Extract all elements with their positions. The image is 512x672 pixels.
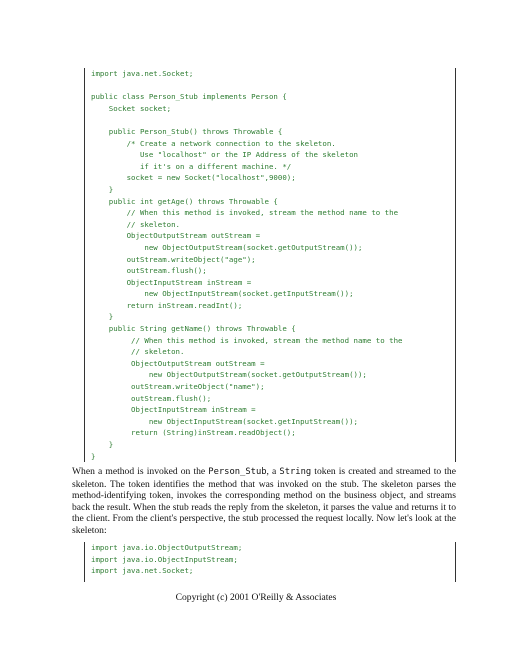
code-line: outStream.writeObject("age"); bbox=[91, 254, 256, 264]
code-line bbox=[91, 80, 455, 92]
code-line: } bbox=[91, 451, 96, 461]
code-listing-skeleton bbox=[84, 542, 456, 582]
paragraph-text: When a method is invoked on the bbox=[72, 466, 209, 477]
code-line: // skeleton. bbox=[91, 347, 185, 357]
code-line: // skeleton. bbox=[91, 219, 180, 229]
code-line: ObjectInputStream inStream = bbox=[91, 405, 256, 415]
code-line: import java.io.ObjectOutputStream; bbox=[91, 543, 243, 552]
code-line: ObjectInputStream inStream = bbox=[91, 277, 252, 287]
code-line: ObjectOutputStream outStream = bbox=[91, 358, 265, 368]
code-line: import java.net.Socket; bbox=[91, 69, 194, 78]
code-line: // When this method is invoked, stream the method name to the bbox=[91, 335, 403, 345]
code-line: ObjectOutputStream outStream = bbox=[91, 231, 261, 241]
code-line: Use "localhost" or the IP Address of the skeleton bbox=[91, 150, 358, 160]
code-line: outStream.flush(); bbox=[91, 266, 207, 276]
code-line: public String getName() throws Throwable { bbox=[91, 324, 296, 334]
code-line: socket = new Socket("localhost",9000); bbox=[91, 173, 296, 183]
code-listing-stub bbox=[84, 68, 456, 462]
code-line: /* Create a network connection to the skeleton. bbox=[91, 138, 336, 148]
code-line: // When this method is invoked, stream the method name to the bbox=[91, 208, 399, 218]
code-line: return inStream.readInt(); bbox=[91, 300, 243, 310]
code-line: new ObjectOutputStream(socket.getOutputStream()); bbox=[91, 242, 363, 252]
body-paragraph bbox=[72, 466, 456, 537]
code-line: public class Person_Stub implements Person { bbox=[91, 92, 287, 102]
paragraph-text: , a bbox=[266, 466, 280, 477]
code-line: public Person_Stub() throws Throwable { bbox=[91, 126, 283, 136]
paragraph-text: token is created and streamed to the skeleton. The token identifies the method that was invoked on the stub. The skeleton parses the method-identifying token, invokes the corresponding method on the business object, and streams back the result. When the stub reads the reply from the skeleton, it parses the value and returns it to the client. From the client's perspective, the stub processed the request locally. Now let's look at the skeleton: bbox=[72, 466, 456, 536]
code-line: return (String)inStream.readObject(); bbox=[91, 428, 296, 438]
code-line: public int getAge() throws Throwable { bbox=[91, 196, 278, 206]
code-line: outStream.flush(); bbox=[91, 393, 212, 403]
code-line: } bbox=[91, 440, 114, 449]
inline-code: Person_Stub bbox=[208, 467, 267, 477]
code-line: new ObjectOutputStream(socket.getOutputStream()); bbox=[91, 370, 367, 380]
code-line: import java.net.Socket; bbox=[91, 566, 194, 576]
code-line: Socket socket; bbox=[91, 103, 172, 113]
inline-code: String bbox=[279, 467, 312, 477]
code-line: } bbox=[91, 312, 114, 322]
code-line: } bbox=[91, 184, 114, 194]
code-line: new ObjectInputStream(socket.getInputStream()); bbox=[91, 289, 354, 299]
code-line: if it's on a different machine. */ bbox=[91, 161, 292, 171]
code-line: new ObjectInputStream(socket.getInputStream()); bbox=[91, 416, 358, 426]
page-footer: Copyright (c) 2001 O'Reilly & Associates bbox=[175, 592, 337, 603]
code-line bbox=[91, 114, 455, 126]
code-line: outStream.writeObject("name"); bbox=[91, 382, 265, 392]
code-line: import java.io.ObjectInputStream; bbox=[91, 554, 238, 564]
